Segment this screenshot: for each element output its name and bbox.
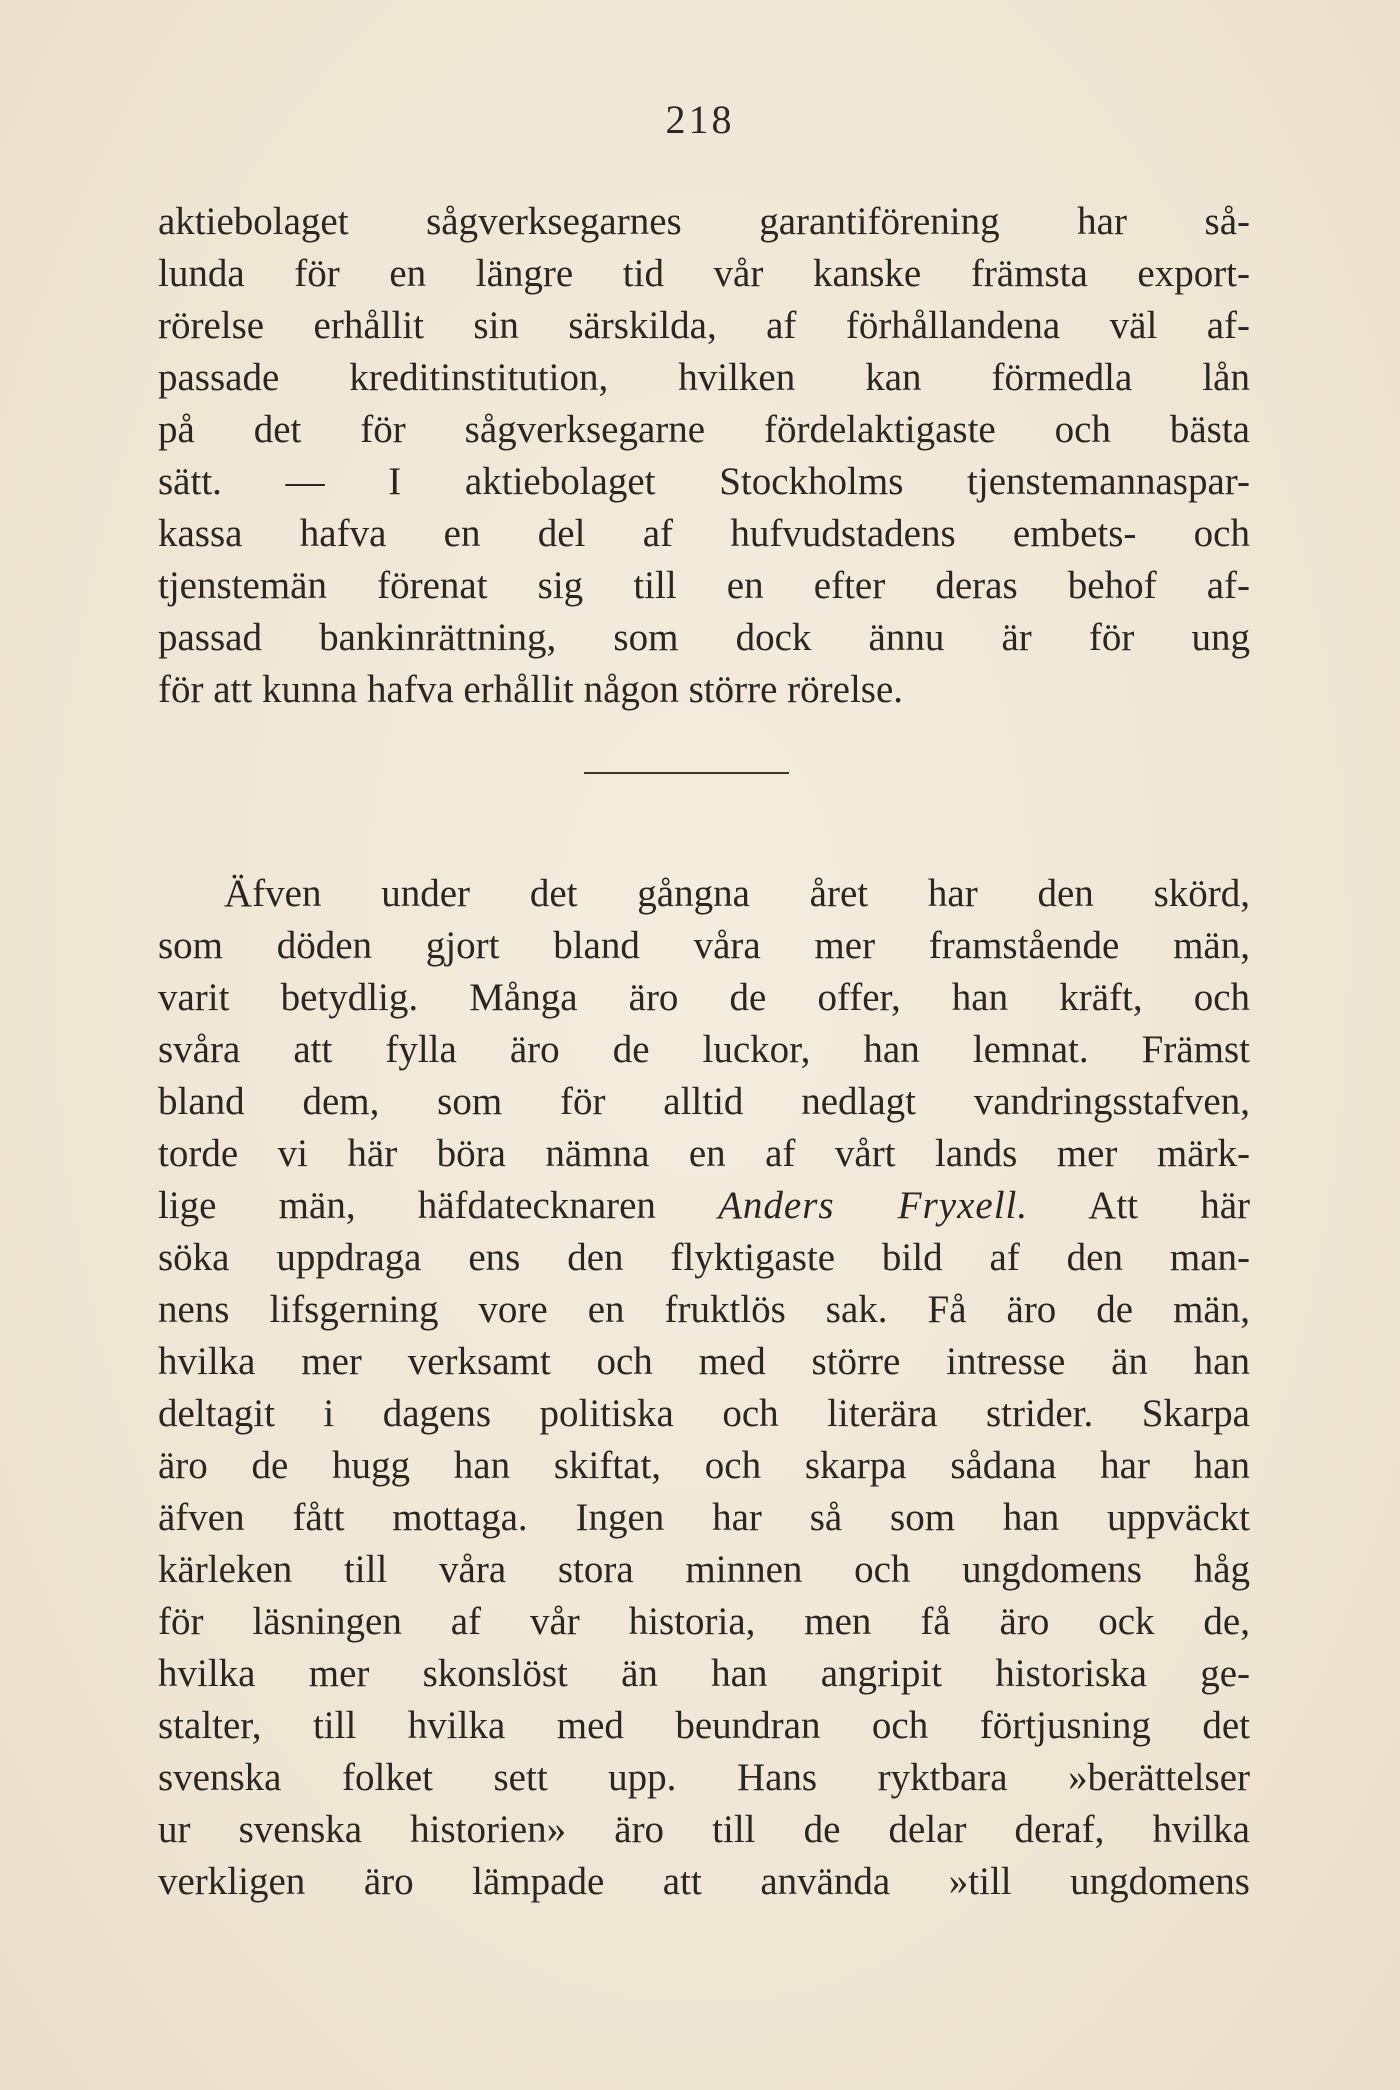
text-line: aktiebolaget sågverksegarnes garantiförening har så- [158,200,1250,243]
text-line: stalter, till hvilka med beundran och förtjusning det [158,1704,1250,1747]
text-line: söka uppdraga ens den flyktigaste bild af den man- [158,1236,1250,1279]
text-line: bland dem, som för alltid nedlagt vandringsstafven, [158,1080,1250,1123]
text-line [158,1180,1250,1232]
text-line: lunda för en längre tid vår kanske främsta export- [158,252,1250,295]
text-line: svåra att fylla äro de luckor, han lemnat. Främst [158,1028,1250,1071]
paragraph-1 [158,196,1250,716]
text-line: ur svenska historien» äro till de delar deraf, hvilka [158,1808,1250,1851]
paragraph-2 [158,868,1250,1908]
text-line: för läsningen af vår historia, men få äro ock de, [158,1600,1250,1643]
text-run: Att här [1028,1184,1250,1227]
text-line: svenska folket sett upp. Hans ryktbara »berättelser [158,1756,1250,1799]
text-line: deltagit i dagens politiska och literära strider. Skarpa [158,1392,1250,1435]
text-line: hvilka mer skonslöst än han angripit historiska ge- [158,1652,1250,1695]
text-line: varit betydlig. Många äro de offer, han kräft, och [158,976,1250,1019]
text-line: passad bankinrättning, som dock ännu är för ung [158,616,1250,659]
page-number: 218 [665,97,735,142]
text-line: Äfven under det gångna året har den skörd, [224,872,1250,915]
text-line: sätt. — I aktiebolaget Stockholms tjenstemannaspar- [158,460,1250,503]
text-line: på det för sågverksegarne fördelaktigaste och bästa [158,408,1250,451]
text-line: hvilka mer verksamt och med större intresse än han [158,1340,1250,1383]
text-line: tjenstemän förenat sig till en efter deras behof af- [158,564,1250,607]
text-line: verkligen äro lämpade att använda »till ungdomens [158,1860,1250,1903]
text-line: passade kreditinstitution, hvilken kan förmedla lån [158,356,1250,399]
text-line: äfven fått mottaga. Ingen har så som han uppväckt [158,1496,1250,1539]
text-line: nens lifsgerning vore en fruktlös sak. Få äro de män, [158,1288,1250,1331]
text-line: som döden gjort bland våra mer framstående män, [158,924,1250,967]
text-line: för att kunna hafva erhållit någon större rörelse. [158,668,904,711]
section-divider [584,772,789,774]
text-line: torde vi här böra nämna en af vårt lands mer märk- [158,1132,1250,1175]
text-line: kärleken till våra stora minnen och ungdomens håg [158,1548,1250,1591]
text-line: rörelse erhållit sin särskilda, af förhållandena väl af- [158,304,1250,347]
text-line: äro de hugg han skiftat, och skarpa sådana har han [158,1444,1250,1487]
text-line: kassa hafva en del af hufvudstadens embets- och [158,512,1250,555]
person-name: Anders Fryxell. [718,1184,1029,1227]
text-run: lige män, häfdatecknaren [158,1184,719,1227]
